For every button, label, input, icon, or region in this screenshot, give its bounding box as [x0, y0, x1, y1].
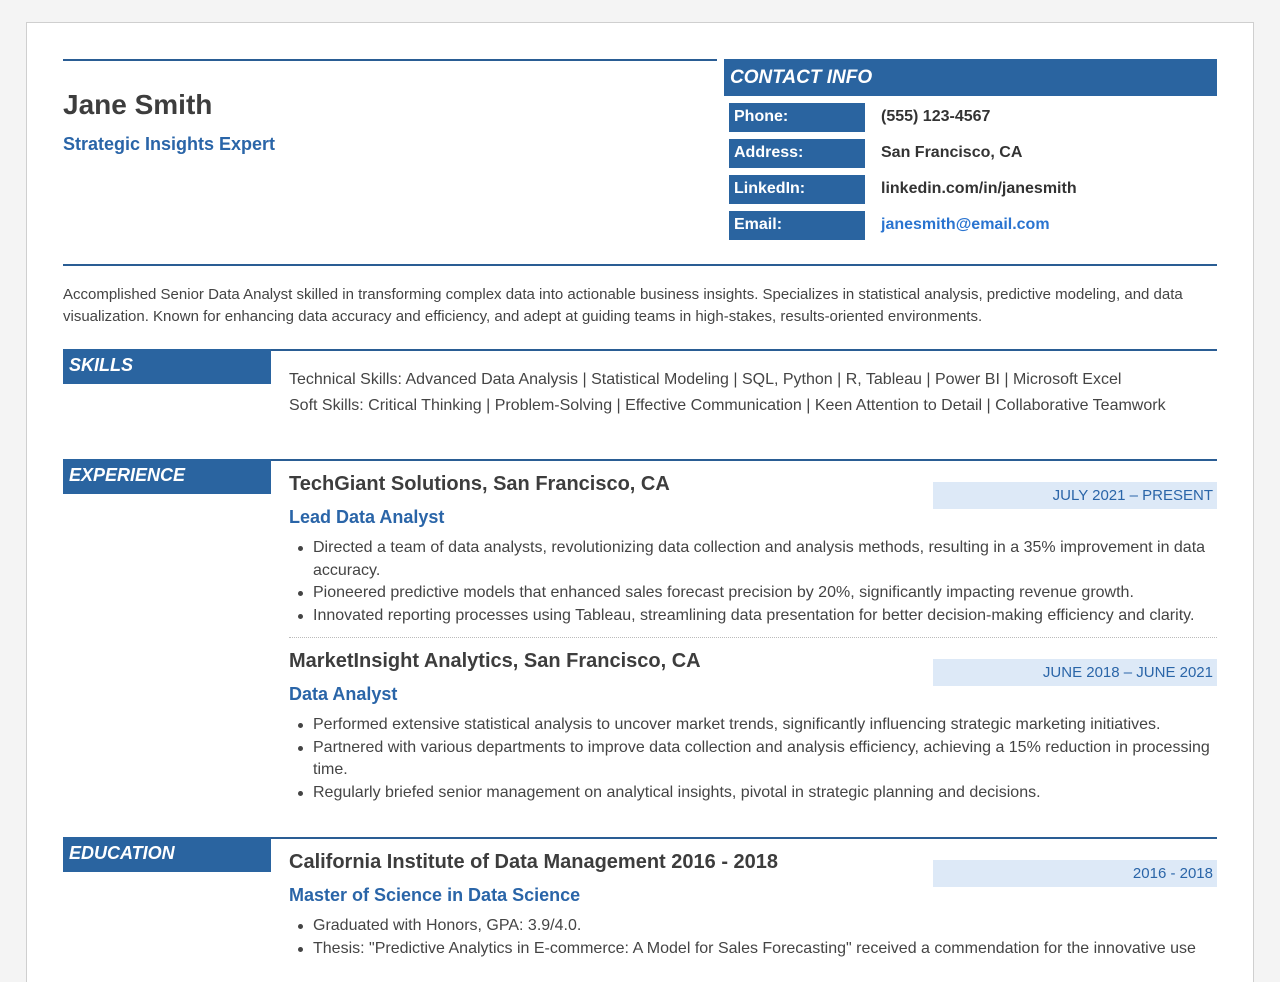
- technical-skills: Technical Skills: Advanced Data Analysis | Statistical Modeling | SQL, Python | R, Tableau | Power BI | Microsoft Excel: [289, 371, 1122, 388]
- candidate-headline: Strategic Insights Expert: [63, 134, 276, 154]
- list-item: Directed a team of data analysts, revolutionizing data collection and analysis methods, resulting in a 35% improvement in data accuracy.: [289, 537, 1217, 582]
- skills-section: [63, 349, 1217, 438]
- job-company: MarketInsight Analytics, San Francisco, CA: [289, 650, 701, 672]
- contact-label: Address:: [729, 139, 865, 168]
- list-item: Performed extensive statistical analysis to uncover market trends, significantly influencing strategic marketing initiatives.: [289, 714, 1217, 737]
- contact-row-phone: [724, 103, 1217, 132]
- list-item: Graduated with Honors, GPA: 3.9/4.0.: [289, 915, 1217, 938]
- name-block: [63, 59, 717, 264]
- job-role: Data Analyst: [289, 684, 398, 704]
- experience-section: [63, 459, 1217, 804]
- contact-label: Email:: [729, 211, 865, 240]
- job-dates: JUNE 2018 – JUNE 2021: [933, 659, 1217, 686]
- list-item: Regularly briefed senior management on analytical insights, pivotal in strategic planning and decisions.: [289, 782, 1217, 805]
- linkedin-value: linkedin.com/in/janesmith: [881, 180, 1077, 197]
- soft-skills: Soft Skills: Critical Thinking | Problem-Solving | Effective Communication | Keen Attention to Detail | Collaborative Teamwork: [289, 397, 1166, 414]
- education-entry: [289, 839, 1217, 960]
- job-company: TechGiant Solutions, San Francisco, CA: [289, 473, 670, 495]
- contact-row-address: [724, 139, 1217, 168]
- job-bullets: [289, 537, 1217, 627]
- education-bullets: [289, 915, 1217, 960]
- job-entry: [289, 461, 1217, 627]
- contact-row-email: [724, 211, 1217, 240]
- education-body: [289, 839, 1217, 960]
- list-item: Partnered with various departments to improve data collection and analysis efficiency, achieving a 15% reduction in processing time.: [289, 737, 1217, 782]
- section-title: EDUCATION: [63, 837, 271, 872]
- job-dates: JULY 2021 – PRESENT: [933, 482, 1217, 509]
- job-bullets: [289, 714, 1217, 804]
- school-name: California Institute of Data Management 2016 - 2018: [289, 851, 779, 873]
- section-title: EXPERIENCE: [63, 459, 271, 494]
- resume-page: [26, 22, 1254, 982]
- contact-label: Phone:: [729, 103, 865, 132]
- education-dates: 2016 - 2018: [933, 860, 1217, 887]
- address-value: San Francisco, CA: [881, 144, 1023, 161]
- skills-body: [289, 351, 1217, 438]
- list-item: Innovated reporting processes using Tableau, streamlining data presentation for better decision-making efficiency and clarity.: [289, 605, 1217, 628]
- email-link[interactable]: janesmith@email.com: [881, 216, 1050, 233]
- job-role: Lead Data Analyst: [289, 507, 445, 527]
- resume-content: [63, 59, 1217, 960]
- candidate-name: Jane Smith: [63, 89, 213, 120]
- list-item: Pioneered predictive models that enhanced sales forecast precision by 20%, significantly impacting revenue growth.: [289, 582, 1217, 605]
- resume-header: [63, 59, 1217, 266]
- contact-info-title: CONTACT INFO: [724, 59, 1217, 96]
- section-title: SKILLS: [63, 349, 271, 384]
- degree: Master of Science in Data Science: [289, 885, 581, 905]
- contact-row-linkedin: [724, 175, 1217, 204]
- experience-body: [289, 461, 1217, 804]
- professional-summary: Accomplished Senior Data Analyst skilled in transforming complex data into actionable business insights. Specializes in statistical analysis, predictive modeling, and data visualization. Known for enhancing data accuracy and efficiency, and adept at guiding teams in high-stakes, results-oriented environments.: [63, 286, 1183, 325]
- list-item: Thesis: "Predictive Analytics in E-commerce: A Model for Sales Forecasting" received a commendation for the innovative use: [289, 938, 1217, 961]
- contact-label: LinkedIn:: [729, 175, 865, 204]
- phone-value: (555) 123-4567: [881, 108, 991, 125]
- contact-info: [724, 59, 1217, 240]
- job-entry: [289, 637, 1217, 804]
- education-section: [63, 837, 1217, 960]
